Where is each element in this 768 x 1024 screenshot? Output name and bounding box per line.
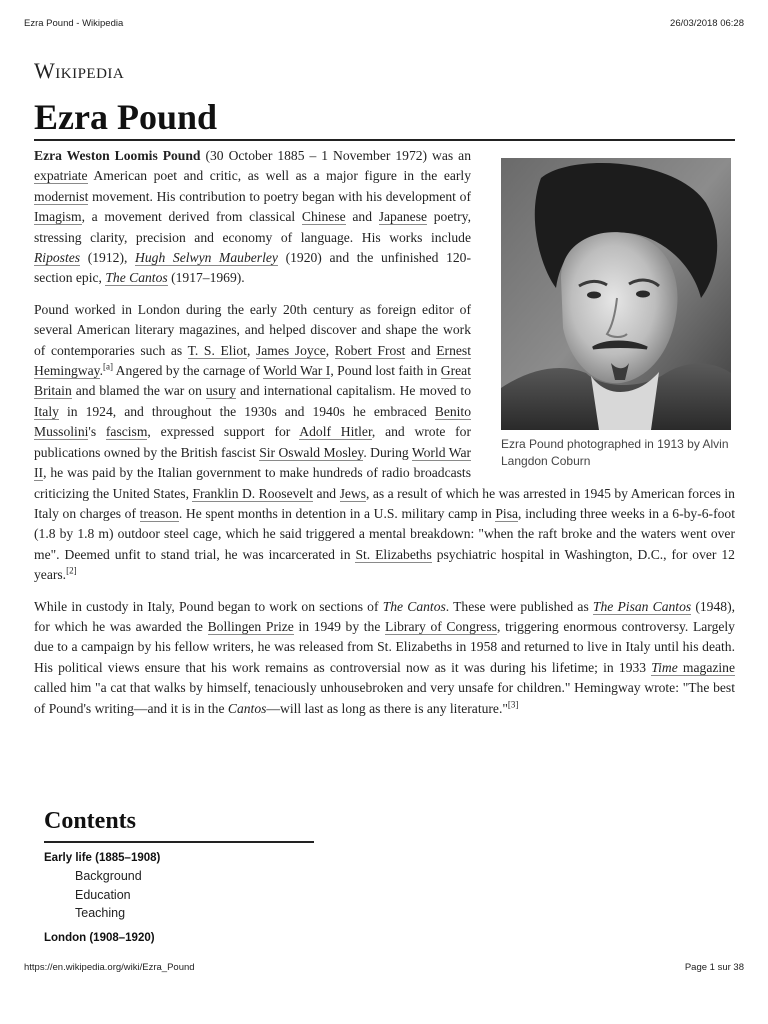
text: 's xyxy=(88,424,106,440)
link-jews[interactable]: Jews xyxy=(339,485,367,501)
link-oswald-mosley[interactable]: Sir Oswald Mosley xyxy=(259,444,364,460)
text: (1912), xyxy=(80,250,136,266)
link-pisa[interactable]: Pisa xyxy=(495,505,519,521)
footnote-ref-2[interactable]: [2] xyxy=(66,565,77,576)
link-james-joyce[interactable]: James Joyce xyxy=(255,342,326,358)
text: in 1949 by the xyxy=(293,618,386,634)
text: , triggering enormous controversy. Largely due to a campaign by his fellow writers, he was released from St. Elizabeths in 1958 and returned to live in Italy until his death. His political views ensure that his work remains as controversial now as it was during his lifetime; in 1933 xyxy=(34,618,735,675)
text: , xyxy=(246,342,256,358)
article-body xyxy=(34,146,735,730)
text: , Pound lost faith in xyxy=(330,363,441,379)
text: . These were published as xyxy=(445,598,593,614)
text: (1920) and the unfinished 120-section epic, xyxy=(34,250,471,286)
italic-time: Time xyxy=(651,659,678,675)
toc-early-life-subsections xyxy=(44,867,314,923)
footnote-ref-a[interactable]: [a] xyxy=(102,361,113,372)
text: , xyxy=(325,342,335,358)
text: in 1924, and throughout the 1930s and 1940s he embraced xyxy=(58,403,435,419)
title-rule xyxy=(34,139,735,141)
link-library-of-congress[interactable]: Library of Congress xyxy=(385,618,498,634)
link-franklin-roosevelt[interactable]: Franklin D. Roosevelt xyxy=(192,485,314,501)
text: (1917–1969). xyxy=(167,270,245,286)
infobox-figure xyxy=(501,158,735,470)
contents-heading: Contents xyxy=(44,808,314,843)
link-great-britain[interactable]: Great Britain xyxy=(34,363,471,399)
text: (30 October 1885 – 1 November 1972) was an xyxy=(200,148,471,163)
link-the-pisan-cantos[interactable]: The Pisan Cantos xyxy=(592,598,692,614)
link-ernest-hemingway[interactable]: Ernest Hemingway xyxy=(34,342,471,379)
link-chinese[interactable]: Chinese xyxy=(301,209,346,225)
text: , as a result of which he was arrested in 1945 by American forces in Italy on charges of xyxy=(34,485,735,521)
print-header xyxy=(24,18,744,29)
text: . During xyxy=(363,444,412,460)
link-bollingen-prize[interactable]: Bollingen Prize xyxy=(207,618,294,634)
print-header-datetime: 26/03/2018 06:28 xyxy=(670,18,744,29)
text: called him "a cat that walks by himself, tenaciously unhousebroken and very unsafe for children." Hemingway wrote: "The best of Pound's writing—and it is in the xyxy=(34,680,735,716)
link-time-magazine[interactable] xyxy=(651,660,735,676)
text: and xyxy=(345,209,379,225)
link-benito-mussolini[interactable]: Benito Mussolini xyxy=(34,403,471,440)
wikipedia-wordmark[interactable]: Wikipedia xyxy=(34,58,125,83)
print-footer-page: Page 1 sur 38 xyxy=(684,962,744,973)
toc-background[interactable]: Background xyxy=(75,869,142,883)
print-header-title: Ezra Pound - Wikipedia xyxy=(24,18,124,29)
table-of-contents xyxy=(44,808,314,944)
link-japanese[interactable]: Japanese xyxy=(378,209,428,225)
subject-name: Ezra Weston Loomis Pound xyxy=(34,148,201,163)
text: (1948), for which he was awarded the xyxy=(34,598,735,634)
link-expatriate[interactable]: expatriate xyxy=(34,168,88,184)
toc-education[interactable]: Education xyxy=(75,887,131,902)
text: and xyxy=(405,342,437,358)
footnote-ref-3[interactable]: [3] xyxy=(507,699,519,710)
toc-early-life[interactable]: Early life (1885–1908) xyxy=(44,852,161,864)
page-title: Ezra Pound xyxy=(34,97,218,137)
text: , a movement derived from classical xyxy=(81,209,302,225)
link-treason[interactable]: treason xyxy=(139,505,179,521)
custody-paragraph xyxy=(34,597,735,719)
text: , and wrote for publications owned by the British fascist xyxy=(34,424,471,460)
text: , he was paid by the Italian government to make hundreds of radio broadcasts criticizing the United States, xyxy=(34,465,471,501)
text: . He spent months in detention in a U.S. military camp in xyxy=(178,505,496,521)
link-imagism[interactable]: Imagism xyxy=(34,209,82,225)
figure-caption: Ezra Pound photographed in 1913 by Alvin Langdon Coburn xyxy=(501,437,729,468)
text: magazine xyxy=(677,659,736,675)
text: psychiatric hospital in Washington, D.C., for over 12 years. xyxy=(34,546,735,583)
link-italy[interactable]: Italy xyxy=(34,403,59,419)
italic-the-cantos: The Cantos xyxy=(382,598,446,614)
link-world-war-i[interactable]: World War I xyxy=(263,363,331,379)
text: and blamed the war on xyxy=(71,383,206,399)
link-fascism[interactable]: fascism xyxy=(105,424,148,440)
print-footer xyxy=(24,962,744,973)
text: American poet and critic, as well as a major figure in the early xyxy=(87,168,471,184)
text: , including three weeks in a 6-by-6-foot (1.8 by 1.8 m) outdoor steel cage, which he said triggered a mental breakdown: "when the raft broke and the waters went over me". Deemed unfit to stand trial, he was incarcerated in xyxy=(34,505,735,562)
link-ts-eliot[interactable]: T. S. Eliot xyxy=(187,342,247,358)
italic-cantos: Cantos xyxy=(227,700,267,716)
toc-london[interactable]: London (1908–1920) xyxy=(44,931,155,944)
text: , expressed support for xyxy=(147,424,300,440)
text: While in custody in Italy, Pound began to work on sections of xyxy=(34,598,383,614)
link-st-elizabeths[interactable]: St. Elizabeths xyxy=(355,546,432,562)
text: —will last as long as there is any literature." xyxy=(266,700,508,716)
text: movement. His contribution to poetry began with his development of xyxy=(88,188,471,204)
text: . xyxy=(99,363,103,379)
link-hugh-selwyn-mauberley[interactable]: Hugh Selwyn Mauberley xyxy=(135,250,278,266)
text: Angered by the carnage of xyxy=(112,363,264,379)
link-adolf-hitler[interactable]: Adolf Hitler xyxy=(299,424,372,440)
text: and xyxy=(313,485,340,501)
print-footer-url[interactable]: https://en.wikipedia.org/wiki/Ezra_Pound xyxy=(24,962,195,973)
link-the-cantos[interactable]: The Cantos xyxy=(105,270,168,286)
text: Pound worked in London during the early 20th century as foreign editor of several American literary magazines, and helped discover and shape the work of contemporaries such as xyxy=(34,301,471,358)
toc-teaching[interactable]: Teaching xyxy=(75,906,126,920)
text: and international capitalism. He moved to xyxy=(236,383,471,399)
link-modernist[interactable]: modernist xyxy=(34,188,89,204)
link-robert-frost[interactable]: Robert Frost xyxy=(334,342,406,358)
link-ripostes[interactable]: Ripostes xyxy=(34,250,81,266)
link-world-war-ii[interactable]: World War II xyxy=(34,444,472,481)
link-usury[interactable]: usury xyxy=(205,383,237,399)
text: poetry, stressing clarity, precision and economy of language. His works include xyxy=(34,209,471,245)
portrait-photo[interactable] xyxy=(501,158,731,430)
